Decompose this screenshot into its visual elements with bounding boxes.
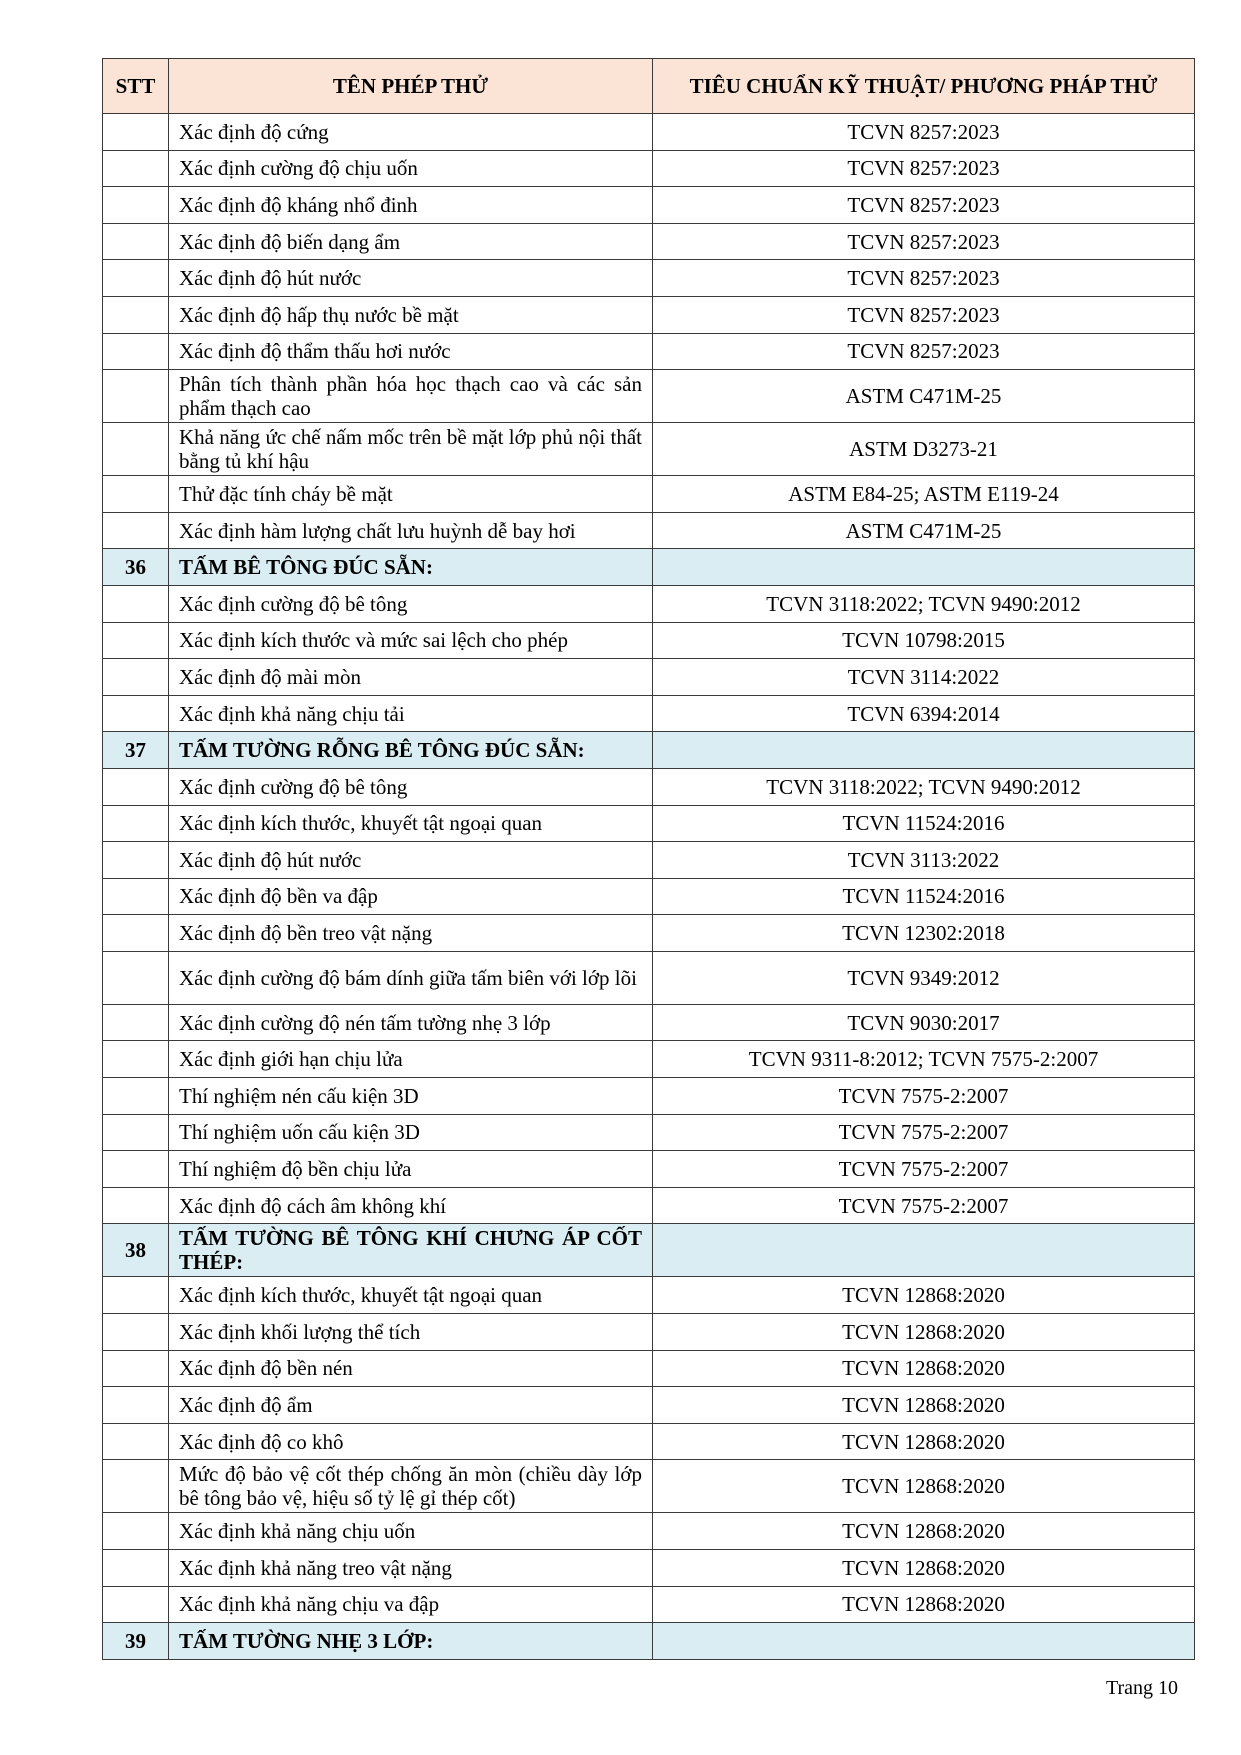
row-standard: TCVN 9349:2012 [653,951,1195,1004]
table-row [103,114,1195,151]
row-standard: TCVN 12868:2020 [653,1277,1195,1314]
row-test-name: Thí nghiệm uốn cấu kiện 3D [169,1114,653,1151]
row-test-name: Xác định kích thước và mức sai lệch cho phép [169,622,653,659]
row-test-name: Xác định độ hút nước [169,260,653,297]
table-row [103,260,1195,297]
table-row [103,1151,1195,1188]
row-stt: 39 [103,1623,169,1660]
table-row [103,1513,1195,1550]
row-test-name: Xác định độ mài mòn [169,659,653,696]
header-stt: STT [103,59,169,114]
table-row [103,1460,1195,1513]
row-test-name: Xác định giới hạn chịu lửa [169,1041,653,1078]
row-stt [103,1387,169,1424]
row-standard: TCVN 12302:2018 [653,915,1195,952]
table-row [103,1423,1195,1460]
row-test-name: Xác định kích thước, khuyết tật ngoại quan [169,805,653,842]
row-stt [103,114,169,151]
row-standard: TCVN 6394:2014 [653,695,1195,732]
table-row [103,1277,1195,1314]
row-stt [103,150,169,187]
row-test-name: Xác định độ bền treo vật nặng [169,915,653,952]
row-standard: TCVN 8257:2023 [653,114,1195,151]
table-row [103,296,1195,333]
row-stt: 38 [103,1224,169,1277]
row-test-name: Xác định khả năng chịu va đập [169,1586,653,1623]
row-standard: TCVN 11524:2016 [653,878,1195,915]
table-row [103,659,1195,696]
row-test-name: Xác định độ cứng [169,114,653,151]
table-row [103,150,1195,187]
row-test-name: TẤM TƯỜNG RỖNG BÊ TÔNG ĐÚC SẴN: [169,732,653,769]
row-stt [103,1004,169,1041]
row-standard: TCVN 3118:2022; TCVN 9490:2012 [653,585,1195,622]
row-stt [103,1114,169,1151]
table-row [103,370,1195,423]
row-standard: TCVN 10798:2015 [653,622,1195,659]
row-stt [103,585,169,622]
row-standard: TCVN 12868:2020 [653,1513,1195,1550]
row-stt [103,1513,169,1550]
row-test-name: Xác định kích thước, khuyết tật ngoại quan [169,1277,653,1314]
table-row [103,1387,1195,1424]
row-standard: TCVN 12868:2020 [653,1550,1195,1587]
row-standard: TCVN 7575-2:2007 [653,1114,1195,1151]
row-stt: 37 [103,732,169,769]
header-test-name: TÊN PHÉP THỬ [169,59,653,114]
row-test-name: Xác định hàm lượng chất lưu huỳnh dễ bay hơi [169,512,653,549]
row-stt [103,951,169,1004]
row-standard: TCVN 8257:2023 [653,260,1195,297]
row-test-name: Xác định độ bền va đập [169,878,653,915]
row-stt: 36 [103,549,169,586]
section-row [103,732,1195,769]
table-row [103,1586,1195,1623]
row-standard: TCVN 3113:2022 [653,842,1195,879]
row-stt [103,1187,169,1224]
row-stt [103,223,169,260]
row-standard [653,1224,1195,1277]
row-stt [103,423,169,476]
row-test-name: Xác định độ biến dạng ẩm [169,223,653,260]
row-standard: TCVN 8257:2023 [653,333,1195,370]
row-stt [103,370,169,423]
row-standard [653,549,1195,586]
row-stt [103,1277,169,1314]
table-row [103,223,1195,260]
row-test-name: TẤM TƯỜNG NHẸ 3 LỚP: [169,1623,653,1660]
page-number: Trang 10 [1105,1677,1178,1699]
row-standard: ASTM C471M-25 [653,512,1195,549]
row-stt [103,187,169,224]
row-stt [103,260,169,297]
row-test-name: Khả năng ức chế nấm mốc trên bề mặt lớp phủ nội thất bằng tủ khí hậu [169,423,653,476]
row-standard: TCVN 12868:2020 [653,1387,1195,1424]
table-row [103,915,1195,952]
row-stt [103,512,169,549]
table-row [103,842,1195,879]
table-row [103,512,1195,549]
table-row [103,622,1195,659]
row-stt [103,1423,169,1460]
row-stt [103,1586,169,1623]
table-row [103,1314,1195,1351]
row-test-name: Xác định độ ẩm [169,1387,653,1424]
row-standard: TCVN 7575-2:2007 [653,1187,1195,1224]
row-standard: TCVN 8257:2023 [653,187,1195,224]
table-row [103,476,1195,513]
row-test-name: Mức độ bảo vệ cốt thép chống ăn mòn (chiều dày lớp bê tông bảo vệ, hiệu số tỷ lệ gỉ thép cốt) [169,1460,653,1513]
row-test-name: Xác định độ bền nén [169,1350,653,1387]
row-test-name: Xác định khả năng treo vật nặng [169,1550,653,1587]
row-stt [103,1041,169,1078]
row-stt [103,1550,169,1587]
row-stt [103,878,169,915]
row-stt [103,622,169,659]
table-row [103,1078,1195,1115]
row-standard: TCVN 7575-2:2007 [653,1151,1195,1188]
table-row [103,585,1195,622]
row-standard: TCVN 8257:2023 [653,296,1195,333]
row-standard: ASTM D3273-21 [653,423,1195,476]
table-header-row [103,59,1195,114]
table-body [103,114,1195,1660]
row-test-name: Xác định khả năng chịu tải [169,695,653,732]
row-standard: TCVN 12868:2020 [653,1314,1195,1351]
row-standard: TCVN 9030:2017 [653,1004,1195,1041]
row-stt [103,1314,169,1351]
row-standard [653,732,1195,769]
row-stt [103,695,169,732]
row-test-name: Phân tích thành phần hóa học thạch cao và các sản phẩm thạch cao [169,370,653,423]
table-row [103,1187,1195,1224]
row-standard: TCVN 3114:2022 [653,659,1195,696]
row-standard: TCVN 11524:2016 [653,805,1195,842]
row-test-name: TẤM TƯỜNG BÊ TÔNG KHÍ CHƯNG ÁP CỐT THÉP: [169,1224,653,1277]
row-test-name: Xác định cường độ bê tông [169,768,653,805]
row-stt [103,333,169,370]
row-stt [103,842,169,879]
row-standard: TCVN 8257:2023 [653,150,1195,187]
row-test-name: Xác định khối lượng thể tích [169,1314,653,1351]
row-test-name: Xác định độ kháng nhổ đinh [169,187,653,224]
table-row [103,333,1195,370]
table-row [103,1041,1195,1078]
row-stt [103,1151,169,1188]
row-stt [103,768,169,805]
row-test-name: Xác định độ cách âm không khí [169,1187,653,1224]
row-test-name: Xác định cường độ chịu uốn [169,150,653,187]
section-row [103,1623,1195,1660]
table-row [103,768,1195,805]
table-row [103,951,1195,1004]
table-row [103,423,1195,476]
row-test-name: Xác định độ thẩm thấu hơi nước [169,333,653,370]
row-test-name: Thử đặc tính cháy bề mặt [169,476,653,513]
row-test-name: Xác định khả năng chịu uốn [169,1513,653,1550]
row-test-name: TẤM BÊ TÔNG ĐÚC SẴN: [169,549,653,586]
row-standard: TCVN 9311-8:2012; TCVN 7575-2:2007 [653,1041,1195,1078]
row-standard: TCVN 12868:2020 [653,1460,1195,1513]
table-row [103,1350,1195,1387]
table-row [103,187,1195,224]
row-test-name: Xác định cường độ nén tấm tường nhẹ 3 lớp [169,1004,653,1041]
row-test-name: Xác định độ co khô [169,1423,653,1460]
table-row [103,1004,1195,1041]
table-row [103,805,1195,842]
test-standards-table [102,58,1195,1660]
row-stt [103,1078,169,1115]
row-standard: TCVN 8257:2023 [653,223,1195,260]
section-row [103,549,1195,586]
table-row [103,695,1195,732]
row-stt [103,296,169,333]
row-test-name: Xác định độ hấp thụ nước bề mặt [169,296,653,333]
row-standard: TCVN 3118:2022; TCVN 9490:2012 [653,768,1195,805]
row-standard: ASTM C471M-25 [653,370,1195,423]
row-stt [103,476,169,513]
row-standard: TCVN 12868:2020 [653,1423,1195,1460]
row-stt [103,1460,169,1513]
row-test-name: Xác định cường độ bám dính giữa tấm biên với lớp lõi [169,951,653,1004]
row-standard: TCVN 7575-2:2007 [653,1078,1195,1115]
row-standard: ASTM E84-25; ASTM E119-24 [653,476,1195,513]
row-stt [103,805,169,842]
row-stt [103,915,169,952]
row-stt [103,659,169,696]
row-standard [653,1623,1195,1660]
table-row [103,1114,1195,1151]
row-test-name: Thí nghiệm độ bền chịu lửa [169,1151,653,1188]
row-stt [103,1350,169,1387]
row-test-name: Xác định độ hút nước [169,842,653,879]
section-row [103,1224,1195,1277]
row-standard: TCVN 12868:2020 [653,1586,1195,1623]
header-standard: TIÊU CHUẨN KỸ THUẬT/ PHƯƠNG PHÁP THỬ [653,59,1195,114]
row-test-name: Xác định cường độ bê tông [169,585,653,622]
table-row [103,878,1195,915]
row-standard: TCVN 12868:2020 [653,1350,1195,1387]
table-row [103,1550,1195,1587]
row-test-name: Thí nghiệm nén cấu kiện 3D [169,1078,653,1115]
